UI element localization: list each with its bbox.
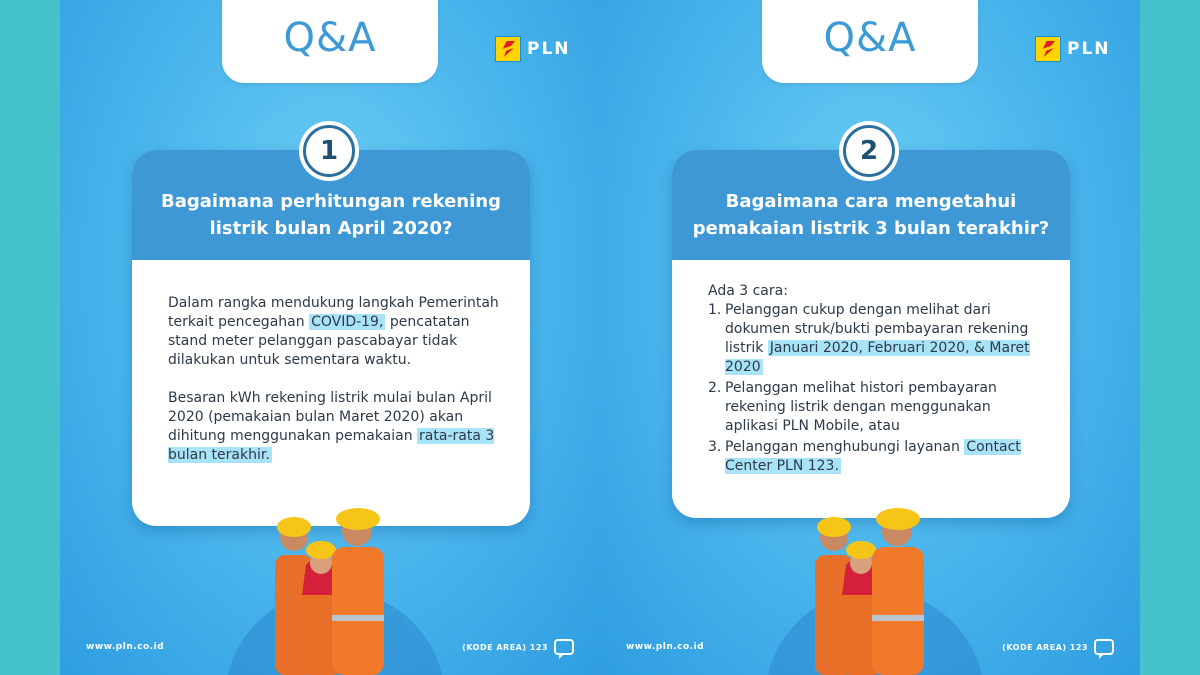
website-url: www.pln.co.id bbox=[86, 642, 165, 652]
list-item bbox=[708, 301, 1040, 377]
list-item bbox=[708, 438, 1040, 476]
pln-lightning-icon bbox=[495, 36, 521, 62]
chat-bubble-icon bbox=[554, 639, 574, 655]
question-card bbox=[672, 150, 1070, 518]
answer-body bbox=[672, 260, 1070, 476]
contact-number: (KODE AREA) 123 bbox=[1002, 643, 1088, 652]
question-card bbox=[132, 150, 530, 526]
highlighted-text: rata-rata 3 bulan terakhir. bbox=[168, 428, 495, 463]
highlighted-text: COVID-19, bbox=[311, 314, 384, 330]
question-heading: Bagaimana cara mengetahui pemakaian listrik 3 bulan terakhir? bbox=[672, 150, 1070, 260]
website-url: www.pln.co.id bbox=[626, 642, 705, 652]
highlighted-text: Contact Center PLN 123. bbox=[725, 439, 1021, 474]
question-number-badge: 1 bbox=[303, 125, 355, 177]
answer-text: pencatatan stand meter pelanggan pascabayar tidak dilakukan untuk sementara waktu. bbox=[168, 314, 470, 368]
answer-text: Dalam rangka mendukung langkah Pemerintah terkait pencegahan bbox=[168, 295, 499, 330]
pln-workers-illustration bbox=[750, 505, 1000, 675]
step-text: Pelanggan menghubungi layanan bbox=[725, 439, 965, 455]
step-text: Pelanggan melihat histori pembayaran rekening listrik dengan menggunakan aplikasi PLN Mobile, atau bbox=[725, 380, 997, 434]
pln-logo-text: PLN bbox=[1067, 39, 1111, 59]
answer-body bbox=[132, 260, 530, 465]
contact-number: (KODE AREA) 123 bbox=[462, 643, 548, 652]
step-number: 3. bbox=[708, 439, 722, 455]
step-text: Pelanggan cukup dengan melihat dari dokumen struk/bukti pembayaran rekening listrik bbox=[725, 302, 1029, 356]
question-number-badge: 2 bbox=[843, 125, 895, 177]
answer-text: Besaran kWh rekening listrik mulai bulan April 2020 (pemakaian bulan Maret 2020) akan dihitung menggunakan pemakaian bbox=[168, 390, 492, 444]
qa-poster-2 bbox=[600, 0, 1140, 675]
list-item bbox=[708, 379, 1040, 436]
answer-paragraph-1 bbox=[168, 294, 500, 370]
question-heading: Bagaimana perhitungan rekening listrik bulan April 2020? bbox=[132, 150, 530, 260]
answer-intro: Ada 3 cara: bbox=[708, 283, 788, 299]
answer-paragraph-2 bbox=[168, 389, 500, 465]
qa-title-tab: Q&A bbox=[762, 0, 978, 83]
chat-bubble-icon bbox=[1094, 639, 1114, 655]
step-number: 1. bbox=[708, 302, 722, 318]
pln-logo-text: PLN bbox=[527, 39, 571, 59]
pln-lightning-icon bbox=[1035, 36, 1061, 62]
highlighted-text: Januari 2020, Februari 2020, & Maret 2020 bbox=[725, 340, 1030, 375]
pln-logo bbox=[1035, 36, 1111, 62]
answer-steps-list bbox=[708, 301, 1040, 476]
pln-workers-illustration bbox=[210, 505, 460, 675]
step-number: 2. bbox=[708, 380, 722, 396]
pln-logo bbox=[495, 36, 571, 62]
qa-poster-1 bbox=[60, 0, 600, 675]
qa-title-tab: Q&A bbox=[222, 0, 438, 83]
